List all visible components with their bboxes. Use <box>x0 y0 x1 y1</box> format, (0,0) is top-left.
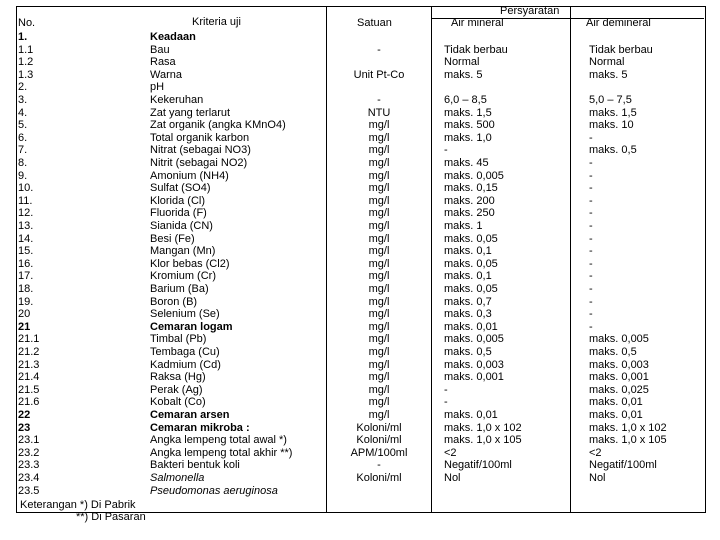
row-no: 21.3 <box>18 358 40 371</box>
row-no: 1.2 <box>18 56 34 69</box>
row-no: 7. <box>18 144 28 157</box>
row-satuan: NTU <box>367 106 391 119</box>
row-kriteria: Salmonella <box>150 472 205 484</box>
row-air-demineral: maks. 1,5 <box>589 106 637 119</box>
row-kriteria: Klorida (Cl) <box>150 194 206 207</box>
row-kriteria: Kekeruhan <box>150 94 204 106</box>
row-air-mineral: maks. 0,05 <box>444 257 498 270</box>
row-satuan: mg/l <box>368 144 390 157</box>
row-air-mineral: maks. 500 <box>444 119 495 132</box>
row-air-mineral: Negatif/100ml <box>444 459 512 472</box>
row-satuan: Koloni/ml <box>356 421 402 434</box>
row-no: 20 <box>18 308 31 321</box>
header-air-demineral: Air demineral <box>586 17 651 29</box>
row-air-demineral: maks. 0,5 <box>589 144 637 157</box>
row-satuan: Koloni/ml <box>356 472 402 484</box>
row-no: 8. <box>18 157 28 169</box>
row-no: 19. <box>18 295 34 308</box>
row-no: 23 <box>18 421 31 434</box>
row-air-mineral: maks. 0,1 <box>444 270 492 283</box>
row-air-mineral: maks. 0,7 <box>444 295 492 308</box>
row-satuan: mg/l <box>368 346 390 358</box>
row-air-demineral: - <box>589 283 593 295</box>
row-air-demineral: - <box>589 194 593 207</box>
row-kriteria: pH <box>150 81 165 94</box>
row-kriteria: Zat yang terlarut <box>150 106 231 119</box>
row-satuan: mg/l <box>368 194 390 207</box>
row-kriteria: Bau <box>150 43 170 56</box>
row-kriteria: Selenium (Se) <box>150 308 220 321</box>
row-air-demineral: - <box>589 257 593 270</box>
row-satuan: mg/l <box>368 169 390 182</box>
row-air-demineral: 5,0 – 7,5 <box>589 94 632 106</box>
row-satuan: Unit Pt-Co <box>353 68 405 81</box>
row-kriteria: Cemaran arsen <box>150 409 230 421</box>
row-kriteria: Besi (Fe) <box>150 232 195 245</box>
row-no: 15. <box>18 245 34 258</box>
row-air-mineral: maks. 0,05 <box>444 283 498 295</box>
row-no: 21.5 <box>18 383 40 396</box>
row-kriteria: Fluorida (F) <box>150 207 207 220</box>
row-air-demineral: - <box>589 131 593 144</box>
row-air-mineral: 6,0 – 8,5 <box>444 94 487 106</box>
row-air-mineral: maks. 250 <box>444 207 495 220</box>
row-air-demineral: - <box>589 245 593 258</box>
header-air-mineral: Air mineral <box>451 17 504 29</box>
row-kriteria: Mangan (Mn) <box>150 245 216 258</box>
row-satuan: mg/l <box>368 383 390 396</box>
row-kriteria: Kromium (Cr) <box>150 270 216 283</box>
row-no: 17. <box>18 270 34 283</box>
row-no: 21.2 <box>18 346 40 358</box>
row-air-demineral: maks. 0,001 <box>589 371 649 384</box>
row-satuan: mg/l <box>368 308 390 321</box>
row-air-demineral: maks. 10 <box>589 119 634 132</box>
row-air-mineral: maks. 0,005 <box>444 169 504 182</box>
row-kriteria: Amonium (NH4) <box>150 169 229 182</box>
row-kriteria: Tembaga (Cu) <box>150 346 220 358</box>
row-air-demineral: Negatif/100ml <box>589 459 657 472</box>
row-air-mineral: maks. 1 <box>444 220 483 232</box>
footnote-line-1: Keterangan *) Di Pabrik <box>20 499 136 511</box>
row-satuan: APM/100ml <box>350 446 408 459</box>
row-no: 23.2 <box>18 446 40 459</box>
row-kriteria: Sianida (CN) <box>150 220 213 232</box>
row-no: 21.1 <box>18 333 40 346</box>
row-satuan: mg/l <box>368 270 390 283</box>
row-satuan: mg/l <box>368 157 390 169</box>
row-air-demineral: - <box>589 320 593 333</box>
row-air-mineral: maks. 0,3 <box>444 308 492 321</box>
row-kriteria: Bakteri bentuk koli <box>150 459 240 472</box>
row-no: 13. <box>18 220 34 232</box>
row-satuan: Koloni/ml <box>356 434 402 447</box>
row-satuan: - <box>377 43 381 56</box>
row-air-demineral: - <box>589 295 593 308</box>
row-air-mineral: - <box>444 383 448 396</box>
row-air-mineral: maks. 1,5 <box>444 106 492 119</box>
row-air-demineral: - <box>589 207 593 220</box>
row-kriteria: Pseudomonas aeruginosa <box>150 484 278 497</box>
row-satuan: mg/l <box>368 283 390 295</box>
row-no: 2. <box>18 81 28 94</box>
row-satuan: mg/l <box>368 320 390 333</box>
row-no: 23.4 <box>18 472 40 484</box>
row-no: 21.4 <box>18 371 40 384</box>
row-kriteria: Cemaran logam <box>150 320 233 333</box>
row-kriteria: Perak (Ag) <box>150 383 203 396</box>
row-no: 10. <box>18 182 34 195</box>
row-kriteria: Nitrat (sebagai NO3) <box>150 144 251 157</box>
row-air-mineral: maks. 0,01 <box>444 409 498 421</box>
row-no: 3. <box>18 94 28 106</box>
row-air-demineral: maks. 1,0 x 102 <box>589 421 667 434</box>
row-air-demineral: - <box>589 169 593 182</box>
row-air-demineral: maks. 0,01 <box>589 409 643 421</box>
row-air-demineral: Nol <box>589 472 606 484</box>
row-no: 9. <box>18 169 28 182</box>
row-kriteria: Klor bebas (Cl2) <box>150 257 230 270</box>
row-satuan: mg/l <box>368 409 390 421</box>
row-air-demineral: Normal <box>589 56 625 69</box>
row-air-mineral: Nol <box>444 472 461 484</box>
row-kriteria: Boron (B) <box>150 295 198 308</box>
row-no: 18. <box>18 283 34 295</box>
row-kriteria: Barium (Ba) <box>150 283 209 295</box>
row-air-demineral: - <box>589 270 593 283</box>
row-no: 21.6 <box>18 396 40 409</box>
row-air-mineral: - <box>444 144 448 157</box>
row-air-mineral: Tidak berbau <box>444 43 508 56</box>
row-air-demineral: maks. 1,0 x 105 <box>589 434 667 447</box>
row-kriteria: Cemaran mikroba : <box>150 421 250 434</box>
row-air-mineral: maks. 0,05 <box>444 232 498 245</box>
row-air-mineral: maks. 1,0 x 102 <box>444 421 522 434</box>
row-no: 14. <box>18 232 34 245</box>
row-kriteria: Warna <box>150 68 182 81</box>
row-air-mineral: maks. 45 <box>444 157 489 169</box>
row-kriteria: Kadmium (Cd) <box>150 358 221 371</box>
row-satuan: - <box>377 459 381 472</box>
row-air-demineral: - <box>589 232 593 245</box>
row-satuan: mg/l <box>368 245 390 258</box>
row-no: 23.3 <box>18 459 40 472</box>
row-air-mineral: maks. 0,01 <box>444 320 498 333</box>
row-air-demineral: - <box>589 308 593 321</box>
row-satuan: mg/l <box>368 131 390 144</box>
header-kriteria: Kriteria uji <box>192 16 241 28</box>
row-no: 21 <box>18 320 31 333</box>
row-kriteria: Zat organik (angka KMnO4) <box>150 119 286 132</box>
row-kriteria: Angka lempeng total akhir **) <box>150 446 293 459</box>
row-kriteria: Raksa (Hg) <box>150 371 206 384</box>
row-no: 6. <box>18 131 28 144</box>
row-satuan: mg/l <box>368 371 390 384</box>
column-divider <box>570 7 571 512</box>
row-air-demineral: maks. 0,01 <box>589 396 643 409</box>
row-air-mineral: Normal <box>444 56 480 69</box>
row-kriteria: Angka lempeng total awal *) <box>150 434 287 447</box>
row-no: 23.5 <box>18 484 40 497</box>
row-air-mineral: maks. 0,003 <box>444 358 504 371</box>
row-air-demineral: maks. 0,025 <box>589 383 649 396</box>
row-air-mineral: maks. 1,0 <box>444 131 492 144</box>
row-kriteria: Nitrit (sebagai NO2) <box>150 157 248 169</box>
row-kriteria: Sulfat (SO4) <box>150 182 211 195</box>
header-no: No. <box>18 17 36 29</box>
row-air-demineral: maks. 0,003 <box>589 358 649 371</box>
footnote-line-2: **) Di Pasaran <box>76 511 146 523</box>
row-air-mineral: maks. 0,5 <box>444 346 492 358</box>
row-air-demineral: - <box>589 157 593 169</box>
row-no: 22 <box>18 409 31 421</box>
row-no: 16. <box>18 257 34 270</box>
row-satuan: mg/l <box>368 220 390 232</box>
row-air-mineral: maks. 1,0 x 105 <box>444 434 522 447</box>
row-no: 1.1 <box>18 43 34 56</box>
row-air-demineral: Tidak berbau <box>589 43 653 56</box>
row-satuan: mg/l <box>368 232 390 245</box>
row-air-mineral: maks. 200 <box>444 194 495 207</box>
row-air-mineral: - <box>444 396 448 409</box>
row-kriteria: Total organik karbon <box>150 131 250 144</box>
row-satuan: mg/l <box>368 358 390 371</box>
row-satuan: mg/l <box>368 207 390 220</box>
row-satuan: mg/l <box>368 295 390 308</box>
row-satuan: - <box>377 94 381 106</box>
row-air-mineral: maks. 0,1 <box>444 245 492 258</box>
row-kriteria: Timbal (Pb) <box>150 333 207 346</box>
row-air-demineral: maks. 0,005 <box>589 333 649 346</box>
row-air-mineral: maks. 0,15 <box>444 182 498 195</box>
header-satuan: Satuan <box>357 17 392 29</box>
row-no: 4. <box>18 106 28 119</box>
row-air-demineral: - <box>589 220 593 232</box>
row-air-demineral: maks. 0,5 <box>589 346 637 358</box>
row-air-mineral: maks. 0,001 <box>444 371 504 384</box>
row-satuan: mg/l <box>368 119 390 132</box>
row-air-mineral: maks. 5 <box>444 68 483 81</box>
row-kriteria: Kobalt (Co) <box>150 396 206 409</box>
row-no: 1. <box>18 31 28 43</box>
column-divider <box>431 7 432 512</box>
row-satuan: mg/l <box>368 257 390 270</box>
row-no: 11. <box>18 194 33 207</box>
row-satuan: mg/l <box>368 333 390 346</box>
row-air-demineral: maks. 5 <box>589 68 628 81</box>
row-satuan: mg/l <box>368 182 390 195</box>
row-no: 23.1 <box>18 434 40 447</box>
row-kriteria: Keadaan <box>150 31 196 43</box>
row-no: 1.3 <box>18 68 34 81</box>
row-air-mineral: <2 <box>444 446 457 459</box>
row-kriteria: Rasa <box>150 56 176 69</box>
row-no: 12. <box>18 207 34 220</box>
row-air-mineral: maks. 0,005 <box>444 333 504 346</box>
row-no: 5. <box>18 119 28 132</box>
row-air-demineral: <2 <box>589 446 602 459</box>
row-air-demineral: - <box>589 182 593 195</box>
row-satuan: mg/l <box>368 396 390 409</box>
header-persyaratan: Persyaratan <box>500 5 560 17</box>
